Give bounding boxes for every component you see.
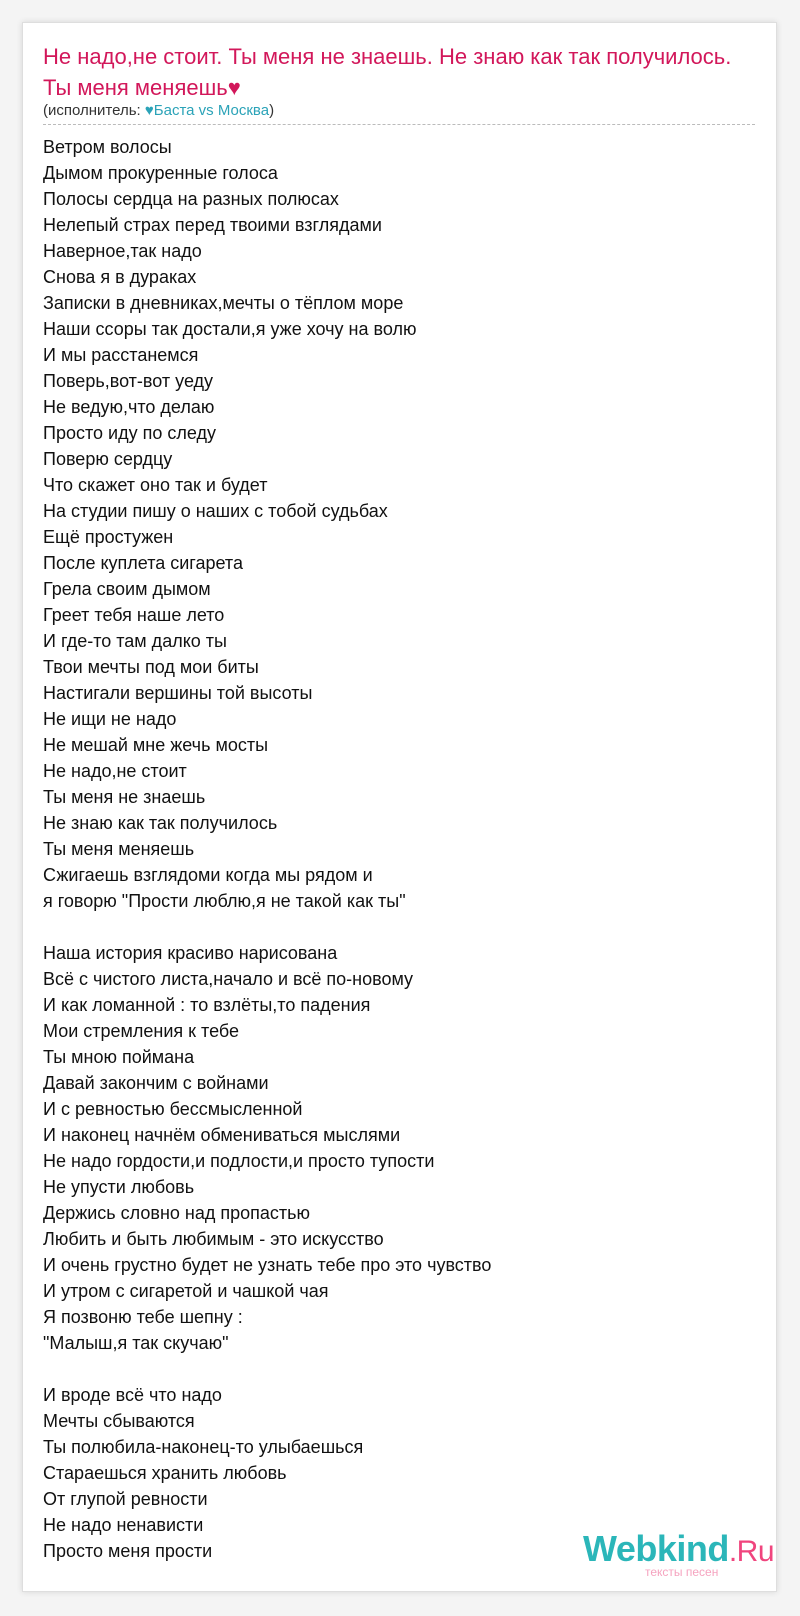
- lyric-line: И утром с сигаретой и чашкой чая: [43, 1281, 329, 1301]
- logo-word: Webkind: [583, 1528, 729, 1569]
- lyric-line: Дымом прокуренные голоса: [43, 163, 278, 183]
- lyric-line: Сжигаешь взглядоми когда мы рядом и: [43, 865, 373, 885]
- lyric-line: Мои стремления к тебе: [43, 1021, 240, 1041]
- artist-prefix: (исполнитель:: [43, 102, 145, 119]
- lyric-line: Ты полюбила-наконец-то улыбаешься: [43, 1437, 364, 1457]
- lyric-line: Всё с чистого листа,начало и всё по-новому: [43, 969, 414, 989]
- lyric-line: Ещё простужен: [43, 527, 174, 547]
- lyric-line: Наша история красиво нарисована: [43, 943, 338, 963]
- lyric-line: Не упусти любовь: [43, 1177, 195, 1197]
- lyric-line: Любить и быть любимым - это искусство: [43, 1229, 384, 1249]
- lyric-line: Ветром волосы: [43, 137, 172, 157]
- lyric-line: Грела своим дымом: [43, 579, 211, 599]
- artist-suffix: ): [269, 102, 275, 119]
- lyric-line: Снова я в дураках: [43, 267, 197, 287]
- lyric-line: Не надо,не стоит: [43, 761, 187, 781]
- lyric-line: Ты меня меняешь: [43, 839, 195, 859]
- lyric-line: Ты меня не знаешь: [43, 787, 206, 807]
- artist-link[interactable]: ♥Баста vs Москва: [144, 102, 270, 119]
- lyric-line: Поверю сердцу: [43, 449, 173, 469]
- lyric-line: Наверное,так надо: [43, 241, 202, 261]
- lyric-line: И с ревностью бессмысленной: [43, 1099, 303, 1119]
- lyric-line: Записки в дневниках,мечты о тёплом море: [43, 293, 404, 313]
- lyric-line: И где-то там далко ты: [43, 631, 227, 651]
- content-card: [22, 22, 777, 1592]
- lyric-line: Не ищи не надо: [43, 709, 177, 729]
- lyric-line: Настигали вершины той высоты: [43, 683, 313, 703]
- lyric-line: Стараешься хранить любовь: [43, 1463, 287, 1483]
- logo-tagline: тексты песен: [645, 1565, 719, 1579]
- artist-line: [43, 101, 274, 121]
- logo-tld: .Ru: [728, 1535, 775, 1568]
- lyric-line: "Малыш,я так скучаю": [43, 1333, 229, 1353]
- lyric-line: На студии пишу о наших с тобой судьбах: [43, 501, 388, 521]
- lyric-line: Твои мечты под мои биты: [43, 657, 259, 677]
- lyric-line: Полосы сердца на разных полюсах: [43, 189, 339, 209]
- lyric-line: Просто меня прости: [43, 1541, 213, 1561]
- lyric-line: Я позвоню тебе шепну :: [43, 1307, 243, 1327]
- lyrics-body: [43, 134, 755, 1564]
- lyric-line: Не надо ненависти: [43, 1515, 204, 1535]
- lyric-line: Что скажет оно так и будет: [43, 475, 268, 495]
- lyric-line: Не надо гордости,и подлости,и просто тупости: [43, 1151, 435, 1171]
- lyric-line: Не ведую,что делаю: [43, 397, 215, 417]
- lyric-line: я говорю "Прости люблю,я не такой как ты": [43, 891, 406, 911]
- lyric-line: [43, 914, 755, 940]
- lyric-line: Поверь,вот-вот уеду: [43, 371, 214, 391]
- lyric-line: И мы расстанемся: [43, 345, 199, 365]
- lyric-line: Нелепый страх перед твоими взглядами: [43, 215, 382, 235]
- lyric-line: И наконец начнём обмениваться мыслями: [43, 1125, 401, 1145]
- lyric-line: Греет тебя наше лето: [43, 605, 225, 625]
- lyric-line: Держись словно над пропастью: [43, 1203, 311, 1223]
- lyric-line: И очень грустно будет не узнать тебе про это чувство: [43, 1255, 492, 1275]
- lyric-line: Мечты сбываются: [43, 1411, 195, 1431]
- lyric-line: Ты мною поймана: [43, 1047, 195, 1067]
- lyric-line: Просто иду по следу: [43, 423, 216, 443]
- lyric-line: Наши ссоры так достали,я уже хочу на волю: [43, 319, 417, 339]
- lyric-line: От глупой ревности: [43, 1489, 208, 1509]
- lyric-line: [43, 1356, 755, 1382]
- lyric-line: Давай закончим с войнами: [43, 1073, 269, 1093]
- lyric-line: И вроде всё что надо: [43, 1385, 222, 1405]
- lyric-line: Не знаю как так получилось: [43, 813, 278, 833]
- song-title: Не надо,не стоит. Ты меня не знаешь. Не знаю как так получилось. Ты меня меняешь♥: [43, 44, 732, 100]
- lyric-line: И как ломанной : то взлёты,то падения: [43, 995, 371, 1015]
- lyric-line: Не мешай мне жечь мосты: [43, 735, 269, 755]
- title-divider: [43, 124, 755, 125]
- site-logo[interactable]: [583, 1529, 773, 1589]
- lyric-line: После куплета сигарета: [43, 553, 243, 573]
